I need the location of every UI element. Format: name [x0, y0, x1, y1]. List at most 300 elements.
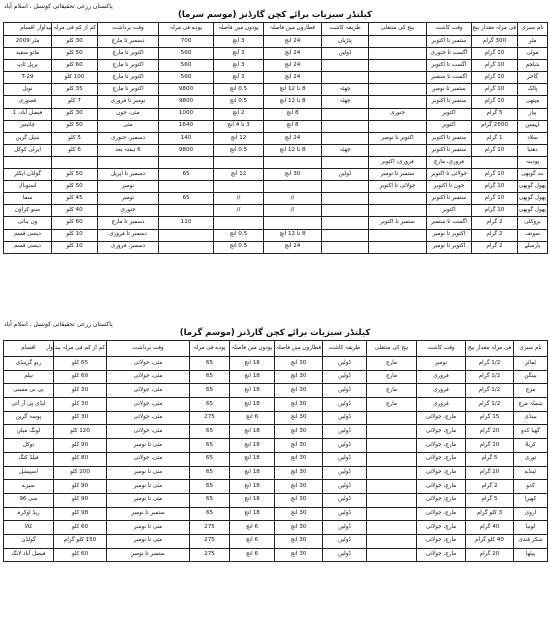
summer-cell: مئی، جولائی — [107, 452, 190, 466]
winter-col-header: پودوں میں فاصلہ — [214, 23, 264, 36]
summer-cell: 275 — [190, 548, 230, 562]
summer-cell: ڈولیں — [323, 466, 367, 480]
summer-cell: اسپیشل — [4, 466, 54, 480]
summer-cell: مارچ — [367, 370, 417, 384]
summer-cell: 30 انچ — [275, 439, 323, 453]
summer-cell: نومبر — [417, 357, 466, 371]
winter-cell: ستمبر تا اکتوبر — [427, 144, 472, 156]
winter-cell: 45 کلو — [52, 193, 98, 205]
summer-cell: 15 گرام — [466, 411, 514, 425]
summer-cell: شکر قندی — [514, 534, 548, 548]
summer-cell: پوسہ گرین — [4, 411, 54, 425]
winter-cell: 12 انچ — [214, 169, 264, 181]
winter-table-row — [4, 120, 548, 132]
winter-cell: 10 گرام — [472, 48, 518, 60]
winter-cell: جنوری — [98, 205, 159, 217]
winter-cell: 0.5 انچ — [214, 96, 264, 108]
summer-cell: ڈولیں — [323, 425, 367, 439]
summer-cell — [367, 534, 417, 548]
summer-cell: 40 کلو گرام — [466, 534, 514, 548]
winter-cell — [52, 156, 98, 168]
summer-cell: 90 کلو — [54, 493, 107, 507]
summer-cell: 20 گرام — [466, 425, 514, 439]
winter-cell: پرپل ٹاپ — [4, 60, 52, 72]
summer-cell: مئی، جولائی — [107, 370, 190, 384]
winter-cell — [159, 205, 214, 217]
winter-cell: 10 گرام — [472, 96, 518, 108]
winter-cell: 60 کلو — [52, 60, 98, 72]
winter-cell: T-29 — [4, 72, 52, 84]
summer-cell: ڈولیں — [323, 398, 367, 412]
winter-cell: جنوری — [369, 108, 427, 120]
summer-cell: مارچ، جولائی — [417, 439, 466, 453]
winter-cell: دیسی قسم — [4, 229, 52, 241]
winter-cell: 2 گرام — [472, 229, 518, 241]
winter-cell — [322, 132, 369, 144]
winter-cell: پودینہ — [518, 156, 548, 168]
summer-cell: مئی تا نومبر — [107, 534, 190, 548]
summer-cell: 60 کلو — [54, 548, 107, 562]
winter-cell: اگست تا اکتوبر — [427, 60, 472, 72]
winter-table-row — [4, 241, 548, 253]
winter-cell: مئی، جون — [98, 108, 159, 120]
winter-col-header: بیج کی منتقلی — [369, 23, 427, 36]
winter-cell: گاجر — [518, 72, 548, 84]
winter-cell: ستمبر تا اکتوبر — [427, 36, 472, 48]
winter-table-row — [4, 217, 548, 229]
summer-cell: ڈولیں — [323, 439, 367, 453]
winter-cell: 65 — [159, 193, 214, 205]
winter-cell — [214, 156, 264, 168]
winter-cell: 8 تا 12 انچ — [264, 144, 322, 156]
summer-table-header — [4, 341, 548, 357]
winter-cell: پھول گوبھی — [518, 193, 548, 205]
summer-cell: 80 کلو — [54, 452, 107, 466]
summer-cell: 6 انچ — [230, 411, 275, 425]
summer-cell: 18 انچ — [230, 507, 275, 521]
summer-table-row — [4, 398, 548, 412]
summer-cell: ڈولیں — [323, 480, 367, 494]
summer-cell: ڈولیں — [323, 548, 367, 562]
summer-cell: مارچ، جولائی — [417, 480, 466, 494]
winter-cell: 30 کلو — [52, 36, 98, 48]
winter-cell: نوبل — [4, 84, 52, 96]
winter-col-header: فی مرلہ مقدار بیج — [472, 23, 518, 36]
winter-cell: ستمبر تا نومبر — [427, 84, 472, 96]
winter-cell: بروکلی — [518, 217, 548, 229]
winter-cell: سما — [4, 193, 52, 205]
summer-cell: مارچ، جولائی — [417, 411, 466, 425]
winter-cell — [322, 241, 369, 253]
winter-cell: 10 گرام — [472, 205, 518, 217]
winter-cell: 700 — [159, 36, 214, 48]
summer-cell: 18 انچ — [230, 370, 275, 384]
winter-cell: فیصل آباد، 1 — [4, 108, 52, 120]
winter-table-row — [4, 156, 548, 168]
winter-cell — [322, 229, 369, 241]
winter-cell: 24 انچ — [264, 36, 322, 48]
winter-cell: فروری، مارچ — [427, 156, 472, 168]
winter-cell: 2 انچ — [214, 108, 264, 120]
winter-cell: 5 کلو — [52, 132, 98, 144]
summer-cell: ریو گرینڈی — [4, 357, 54, 371]
summer-cell: مئی، جولائی — [107, 357, 190, 371]
winter-cell — [322, 193, 369, 205]
summer-cell — [367, 493, 417, 507]
winter-col-header: طریقہ کاشت — [322, 23, 369, 36]
summer-cell: 65 — [190, 466, 230, 480]
summer-cell: 200 کلو — [54, 466, 107, 480]
summer-cell: 2 گرام — [466, 480, 514, 494]
winter-cell: دیسی قسم — [4, 241, 52, 253]
summer-table-body — [4, 357, 548, 562]
summer-cell: 6 انچ — [230, 548, 275, 562]
summer-cell: ڈولیں — [323, 357, 367, 371]
summer-table-row — [4, 452, 548, 466]
winter-cell: 110 — [159, 217, 214, 229]
summer-cell: 65 — [190, 439, 230, 453]
summer-col-header: اقسام — [4, 341, 54, 357]
winter-cell: 50 کلو — [52, 48, 98, 60]
summer-col-header: وقت برداشت — [107, 341, 190, 357]
winter-cell: 8 تا 12 انچ — [264, 96, 322, 108]
summer-cell: کریلا — [514, 439, 548, 453]
winter-col-header: وقت برداشت — [98, 23, 159, 36]
winter-cell: چائینیز — [4, 120, 52, 132]
summer-cell: 30 انچ — [275, 452, 323, 466]
winter-cell — [369, 193, 427, 205]
winter-cell — [159, 156, 214, 168]
winter-cell: سلاد — [518, 132, 548, 144]
summer-table-row — [4, 466, 548, 480]
summer-cell: 65 — [190, 398, 230, 412]
winter-cell: 10 کلو — [52, 241, 98, 253]
winter-cell: 50 کلو — [52, 120, 98, 132]
summer-col-header: نام سبزی — [514, 341, 548, 357]
summer-cell: 65 — [190, 507, 230, 521]
winter-cell — [159, 229, 214, 241]
winter-cell: جولائی تا اکتوبر — [427, 169, 472, 181]
summer-cell: 60 کلو — [54, 521, 107, 535]
winter-cell — [369, 48, 427, 60]
summer-cell: 18 انچ — [230, 398, 275, 412]
winter-col-header: پودے فی مرلہ — [159, 23, 214, 36]
summer-cell: کدو — [514, 480, 548, 494]
winter-table-row — [4, 36, 548, 48]
summer-cell: گولڈن — [4, 534, 54, 548]
summer-table-row — [4, 370, 548, 384]
winter-cell: سونف — [518, 229, 548, 241]
winter-cell: لہسن — [518, 120, 548, 132]
summer-table-row — [4, 357, 548, 371]
winter-cell: چھٹہ — [322, 144, 369, 156]
summer-cell: بینگن — [514, 370, 548, 384]
summer-cell: 120 کلو — [54, 425, 107, 439]
winter-cell: 6 ہفتہ بعد — [98, 144, 159, 156]
summer-cell: 30 انچ — [275, 480, 323, 494]
winter-cell: اسنوبال — [4, 181, 52, 193]
winter-cell: اکتوبر تا مارچ — [98, 60, 159, 72]
winter-cell: ستمبر تا اکتوبر — [369, 217, 427, 229]
summer-cell: 275 — [190, 534, 230, 548]
summer-cell: 65 — [190, 425, 230, 439]
winter-cell: 2 گرام — [472, 241, 518, 253]
summer-cell: 65 کلو — [54, 357, 107, 371]
winter-cell — [322, 120, 369, 132]
winter-cell: // — [214, 205, 264, 217]
summer-cell: مئی تا نومبر — [107, 521, 190, 535]
summer-cell: 18 انچ — [230, 384, 275, 398]
summer-cell: 30 انچ — [275, 357, 323, 371]
winter-cell — [322, 205, 369, 217]
winter-cell: ستمبر تا اکتوبر — [427, 96, 472, 108]
winter-cell — [472, 156, 518, 168]
summer-cell: ڈولیں — [323, 493, 367, 507]
summer-cell: 30 کلو — [54, 384, 107, 398]
winter-table-row — [4, 48, 548, 60]
winter-cell: 1640 — [159, 120, 214, 132]
summer-cell: ٹماٹر — [514, 357, 548, 371]
winter-cell: نومبر تا فروری — [98, 96, 159, 108]
winter-col-header: وقت کاشت — [427, 23, 472, 36]
summer-cell: 6 انچ — [230, 521, 275, 535]
summer-col-header: فی مرلہ مقدار بیج — [466, 341, 514, 357]
summer-cell: پی بی مسنی — [4, 384, 54, 398]
winter-cell: مولی — [518, 48, 548, 60]
winter-cell: 300 گرام — [472, 36, 518, 48]
summer-cell: 60 کلو — [54, 370, 107, 384]
summer-cell: فیصل آباد لانگ — [4, 548, 54, 562]
summer-cell: 1/2 گرام — [466, 370, 514, 384]
summer-cell: مارچ، جولائی — [417, 534, 466, 548]
winter-cell: 0.5 انچ — [214, 229, 264, 241]
summer-cell: 65 — [190, 370, 230, 384]
summer-table-row — [4, 425, 548, 439]
winter-cell: پھول گوبھی — [518, 205, 548, 217]
winter-cell: 60 کلو — [52, 217, 98, 229]
winter-cell: مئی — [98, 120, 159, 132]
winter-cell: نومبر — [98, 181, 159, 193]
winter-cell: دسمبر، فروری — [98, 241, 159, 253]
winter-cell — [264, 181, 322, 193]
summer-cell — [367, 452, 417, 466]
summer-cell: لوبیا — [514, 521, 548, 535]
winter-cell: قصوری — [4, 96, 52, 108]
winter-cell: 3 تا 4 انچ — [214, 120, 264, 132]
winter-cell: 2 گرام — [472, 217, 518, 229]
winter-cell: 100 کلو — [52, 72, 98, 84]
winter-cell: دسمبر، جنوری — [98, 132, 159, 144]
summer-cell: مئی تا نومبر — [107, 439, 190, 453]
winter-cell: 10 گرام — [472, 193, 518, 205]
summer-cell: 5 گرام — [466, 493, 514, 507]
summer-cell — [367, 521, 417, 535]
winter-cell: ایرلی کوکل — [4, 144, 52, 156]
winter-cell: 0.5 انچ — [214, 144, 264, 156]
winter-table-row — [4, 193, 548, 205]
summer-cell: 30 انچ — [275, 370, 323, 384]
summer-cell: مئی، جولائی — [107, 384, 190, 398]
winter-table-body — [4, 36, 548, 254]
summer-cell: اروی — [514, 507, 548, 521]
winter-cell: 3 انچ — [214, 36, 264, 48]
winter-cell: جولائی تا اکتوبر — [369, 181, 427, 193]
summer-cell: 30 انچ — [275, 493, 323, 507]
winter-cell: اکتوبر — [427, 108, 472, 120]
winter-cell: شیل گرین — [4, 132, 52, 144]
winter-cell: 24 انچ — [264, 48, 322, 60]
summer-cell: مرچ — [514, 384, 548, 398]
summer-cell: 6 انچ — [230, 534, 275, 548]
summer-cell: توری — [514, 452, 548, 466]
summer-cell: مئی، جولائی — [107, 411, 190, 425]
winter-vegetable-table — [3, 22, 548, 254]
winter-cell: 8 انچ — [264, 120, 322, 132]
summer-cell: 30 کلو — [54, 411, 107, 425]
summer-cell: مارچ، جولائی — [417, 507, 466, 521]
summer-cell: ریڈ اوکرہ — [4, 507, 54, 521]
winter-cell — [214, 217, 264, 229]
winter-cell — [369, 72, 427, 84]
summer-cell: ڈولیں — [323, 411, 367, 425]
summer-col-header: قطاروں میں فاصلہ — [275, 341, 323, 357]
summer-cell: مئی تا نومبر — [107, 493, 190, 507]
winter-cell: 24 انچ — [264, 132, 322, 144]
winter-table-row — [4, 169, 548, 181]
winter-cell: 10 گرام — [472, 169, 518, 181]
winter-cell: 3 انچ — [214, 60, 264, 72]
winter-cell: 140 — [159, 132, 214, 144]
winter-cell: 9800 — [159, 84, 214, 96]
summer-cell: 65 — [190, 452, 230, 466]
summer-cell: گھیا کدو — [514, 425, 548, 439]
winter-cell: مٹر 2009 — [4, 36, 52, 48]
summer-cell — [367, 466, 417, 480]
winter-table-row — [4, 205, 548, 217]
winter-cell: ڈولیں — [322, 169, 369, 181]
summer-cell: بینڈی — [514, 411, 548, 425]
winter-cell — [159, 181, 214, 193]
summer-cell: مارچ، جولائی — [417, 452, 466, 466]
summer-cell: 65 — [190, 480, 230, 494]
winter-cell — [369, 84, 427, 96]
winter-cell — [369, 96, 427, 108]
summer-cell: 10 گرام — [466, 466, 514, 480]
winter-cell: 560 — [159, 60, 214, 72]
winter-cell: اکتوبر تا نومبر — [369, 132, 427, 144]
summer-cell: 30 انچ — [275, 534, 323, 548]
winter-table-row — [4, 181, 548, 193]
winter-cell: ڈولیں — [322, 48, 369, 60]
summer-cell: ڈولیں — [323, 507, 367, 521]
winter-cell: پالک — [518, 84, 548, 96]
summer-cell: مارچ، جولائی — [417, 548, 466, 562]
winter-cell: 50 کلو — [52, 169, 98, 181]
summer-table-row — [4, 507, 548, 521]
summer-cell: کھیرا — [514, 493, 548, 507]
winter-table-row — [4, 84, 548, 96]
winter-cell: دسمبر تا فروری — [98, 229, 159, 241]
summer-table-row — [4, 548, 548, 562]
winter-cell — [369, 144, 427, 156]
winter-table-row — [4, 144, 548, 156]
summer-cell: ستمبر تا نومبر — [107, 507, 190, 521]
winter-cell: میتھی — [518, 96, 548, 108]
winter-cell: پیاز — [518, 108, 548, 120]
winter-cell: دسمبر تا مارچ — [98, 217, 159, 229]
winter-cell: نومبر — [98, 193, 159, 205]
summer-cell: 150 کلو گرام — [54, 534, 107, 548]
winter-cell: دھنیا — [518, 144, 548, 156]
summer-cell: 18 انچ — [230, 480, 275, 494]
winter-cell: 10 گرام — [472, 144, 518, 156]
summer-cell: فروری — [417, 370, 466, 384]
summer-cell: فروری — [417, 384, 466, 398]
summer-cell: مارچ، جولائی — [417, 425, 466, 439]
summer-cell — [367, 425, 417, 439]
summer-cell: شملہ مرچ — [514, 398, 548, 412]
summer-cell: 30 انچ — [275, 425, 323, 439]
winter-cell: 560 — [159, 48, 214, 60]
winter-cell: 8 تا 12 انچ — [264, 229, 322, 241]
institute-header: پاکستان زرعی تحقیقاتی کونسل ، اسلام آباد — [4, 3, 113, 10]
summer-cell: 30 انچ — [275, 548, 323, 562]
summer-cell: 275 — [190, 411, 230, 425]
winter-cell: دسمبر تا اپریل — [98, 169, 159, 181]
winter-cell: 24 انچ — [264, 72, 322, 84]
summer-cell: 1/2 گرام — [466, 384, 514, 398]
winter-cell: // — [214, 193, 264, 205]
summer-col-header: طریقہ کاشت — [323, 341, 367, 357]
summer-cell: ڈولیں — [323, 534, 367, 548]
winter-table-row — [4, 72, 548, 84]
summer-cell: لونگ میلن — [4, 425, 54, 439]
winter-cell: شلجم — [518, 60, 548, 72]
winter-cell: 30 کلو — [52, 108, 98, 120]
winter-cell: 40 کلو — [52, 205, 98, 217]
summer-cell: 275 — [190, 521, 230, 535]
winter-cell: پھول گوبھی — [518, 181, 548, 193]
winter-cell: 3 انچ — [214, 48, 264, 60]
summer-cell: 65 — [190, 493, 230, 507]
summer-cell: 65 — [190, 357, 230, 371]
summer-cell: 1/2 گرام — [466, 357, 514, 371]
winter-cell — [322, 72, 369, 84]
summer-cell: 18 انچ — [230, 493, 275, 507]
winter-cell — [369, 241, 427, 253]
summer-cell: سپرے — [4, 480, 54, 494]
winter-cell: چھٹہ — [322, 84, 369, 96]
winter-cell: مٹر — [518, 36, 548, 48]
summer-cell: نوکل — [4, 439, 54, 453]
winter-cell: اکتوبر تا نومبر — [427, 241, 472, 253]
summer-table-row — [4, 411, 548, 425]
winter-col-header: اقسام — [4, 23, 52, 36]
winter-cell: 10 گرام — [472, 72, 518, 84]
winter-cell: جون تا اکتوبر — [427, 181, 472, 193]
winter-cell: اکتوبر تا مارچ — [98, 72, 159, 84]
winter-cell — [322, 217, 369, 229]
summer-cell: ایڈی پی آر آئی — [4, 398, 54, 412]
summer-col-header: پودے فی مرلہ — [190, 341, 230, 357]
winter-cell — [369, 229, 427, 241]
winter-table-row — [4, 229, 548, 241]
summer-cell: سی 96 — [4, 493, 54, 507]
summer-cell: 65 — [190, 384, 230, 398]
winter-cell — [369, 60, 427, 72]
summer-cell: 18 انچ — [230, 466, 275, 480]
winter-cell: اکتوبر تا مارچ — [98, 84, 159, 96]
